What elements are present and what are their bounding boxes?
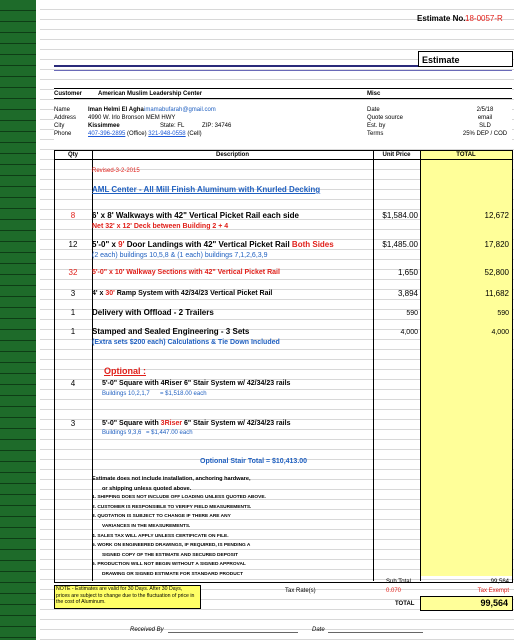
customer-value: American Muslim Leadership Center xyxy=(98,91,203,97)
line1-total: 12,672 xyxy=(484,211,509,220)
phone-cell-note: (Cell) xyxy=(187,131,202,137)
line1-desc: 6' x 8' Walkways with 42" Vertical Picket Rail each side xyxy=(92,211,299,220)
estby-value: SLD xyxy=(479,123,491,129)
date-value: 2/5/18 xyxy=(476,107,494,113)
validity-note: NOTE - Estimates are valid for 30 Days. After 30 Days, prices are subject to change due to the fluctuation of price in the cost of Aluminum. xyxy=(56,586,195,605)
option2-price: = $1,447.00 each xyxy=(146,430,193,436)
project-heading: AML Center - All Mill Finish Aluminum with Knurled Decking xyxy=(92,185,321,194)
option2-desc: 5'-0" Square with 3Riser 6" Stair System w/ 42/34/23 rails xyxy=(102,420,291,427)
option2-buildings: Buildings 9,3,6 xyxy=(102,430,142,436)
name-label: Name xyxy=(54,107,71,113)
note-line: VARIANCES IN THE MEASUREMENTS. xyxy=(102,524,191,529)
line2-desc: 5'-0" x 9' Door Landings with 42" Vertical Picket Rail Both Sides xyxy=(92,240,334,249)
name-value: Iman Helmi El Agha xyxy=(88,107,144,113)
description-header: Description xyxy=(215,152,249,158)
note-line: or shipping unless quoted above. xyxy=(102,485,192,492)
note-line: 5. WORK ON ENGINEERED DRAWINGS, IF REQUIRED, IS PENDING A xyxy=(92,543,251,549)
note-line: 4. SALES TAX WILL APPLY UNLESS CERTIFICATE ON FILE. xyxy=(92,533,229,539)
customer-label: Customer xyxy=(54,91,83,97)
left-margin-strip xyxy=(0,0,36,640)
estimate-number: 18-0057-R xyxy=(465,14,503,23)
line5-unit: 590 xyxy=(406,310,418,317)
date-signature-line xyxy=(328,632,423,633)
optional-heading: Optional : xyxy=(104,366,146,376)
received-by-line xyxy=(168,632,298,633)
line2-qty: 12 xyxy=(68,240,78,249)
note-line: 2. CUSTOMER IS RESPONSIBLE TO VERIFY FIELD MEASUREMENTS. xyxy=(92,504,252,510)
tax-exempt: Tax Exempt xyxy=(477,588,509,594)
header-rule-thin xyxy=(54,70,512,71)
tax-rate-label: Tax Rate(s) xyxy=(285,588,316,594)
option1-price: = $1,518.00 each xyxy=(160,391,207,397)
line6-sub: (Extra sets $200 each) Calculations & Tie Down Included xyxy=(92,339,280,346)
line2-total: 17,820 xyxy=(484,240,509,249)
estimate-number-label: Estimate No. xyxy=(417,14,466,23)
quote-label: Quote source xyxy=(367,115,404,121)
note-line: 3. QUOTATION IS SUBJECT TO CHANGE IF THERE ARE ANY xyxy=(92,514,231,520)
phone-office[interactable]: 407-396-2895 xyxy=(88,131,126,137)
line3-desc: 5'-0" x 10' Walkway Sections with 42" Vertical Picket Rail xyxy=(92,269,280,276)
optional-stair-total: Optional Stair Total = $10,413.00 xyxy=(200,458,308,465)
tax-rate-value: 0.070 xyxy=(386,588,402,594)
line4-desc: 4' x 30' Ramp System with 42/34/23 Vertical Picket Rail xyxy=(92,290,273,297)
phone-office-note: (Office) xyxy=(127,131,147,137)
date-label: Date xyxy=(367,107,380,113)
option1-buildings: Buildings 10,2,1,7 xyxy=(102,391,150,397)
note-line: 6. PRODUCTION WILL NOT BEGIN WITHOUT A SIGNED APPROVAL xyxy=(92,562,246,568)
phone-label: Phone xyxy=(54,131,72,137)
line5-desc: Delivery with Offload - 2 Trailers xyxy=(92,308,214,317)
phone-cell[interactable]: 321-948-0558 xyxy=(148,131,186,137)
misc-label: Misc xyxy=(367,91,381,97)
line3-qty: 32 xyxy=(68,268,78,277)
line6-unit: 4,000 xyxy=(400,329,418,336)
line4-qty: 3 xyxy=(70,289,76,298)
line2-sub: (2 each) buildings 10,5,8 & (1 each) buildings 7,1,2,6,3,9 xyxy=(92,252,268,259)
note-line: Estimate does not include installation, anchoring hardware, xyxy=(92,476,251,482)
total-header: TOTAL xyxy=(456,152,476,158)
line1-qty: 8 xyxy=(70,211,76,220)
unit-price-header: Unit Price xyxy=(382,152,411,158)
line1-sub: Net 32' x 12' Deck between Building 2 + 4 xyxy=(92,223,229,230)
line3-total: 52,800 xyxy=(484,268,509,277)
line5-total: 590 xyxy=(497,310,509,317)
line1-unit: $1,584.00 xyxy=(382,211,418,220)
quote-value: email xyxy=(477,115,493,121)
note-line: 1. SHIPPING DOES NOT INCLUDE OFF LOADING UNLESS QUOTED ABOVE. xyxy=(92,495,266,501)
estimate-title: Estimate xyxy=(422,55,460,65)
estby-label: Est. by xyxy=(367,123,386,129)
option2-qty: 3 xyxy=(70,419,76,428)
line4-unit: 3,894 xyxy=(397,289,418,298)
line6-total: 4,000 xyxy=(491,329,509,336)
option1-desc: 5'-0" Square with 4Riser 6" Stair System w/ 42/34/23 rails xyxy=(102,380,291,387)
line4-total: 11,682 xyxy=(485,289,509,298)
state-value: State: FL xyxy=(160,123,185,129)
zip-value: ZIP: 34746 xyxy=(202,123,232,129)
note-line: DRAWING OR SIGNED ESTIMATE FOR STANDARD PRODUCT xyxy=(102,572,244,577)
revised-note: Revised-3-2-2015 xyxy=(92,168,140,174)
terms-value: 25% DEP / COD xyxy=(462,131,508,137)
grand-total-value: 99,564 xyxy=(480,598,508,608)
qty-header: Qty xyxy=(67,152,78,158)
line5-qty: 1 xyxy=(70,308,76,317)
subtotal-label: Sub Total xyxy=(386,579,411,585)
grand-total-label: TOTAL xyxy=(395,601,415,607)
table-header-rule xyxy=(54,159,512,160)
subtotal-value: 99,564 xyxy=(490,579,509,585)
line6-desc: Stamped and Sealed Engineering - 3 Sets xyxy=(92,327,250,336)
city-label: City xyxy=(54,123,65,129)
line2-unit: $1,485.00 xyxy=(382,240,418,249)
address-value: 4990 W. Irlo Bronson MEM HWY xyxy=(88,115,176,121)
terms-label: Terms xyxy=(367,131,384,137)
received-by-label: Received By xyxy=(130,627,164,633)
phone-line xyxy=(88,130,202,138)
date-signature-label: Date xyxy=(312,627,325,633)
email-value: imamabufarah@gmail.com xyxy=(144,107,216,113)
address-label: Address xyxy=(54,115,77,121)
note-line: SIGNED COPY OF THE ESTIMATE AND SECURED DEPOSIT xyxy=(102,552,239,558)
city-value: Kissimmee xyxy=(88,123,120,129)
line3-unit: 1,650 xyxy=(397,268,418,277)
estimate-sheet xyxy=(40,0,514,640)
line6-qty: 1 xyxy=(70,327,76,336)
option1-qty: 4 xyxy=(70,379,76,388)
